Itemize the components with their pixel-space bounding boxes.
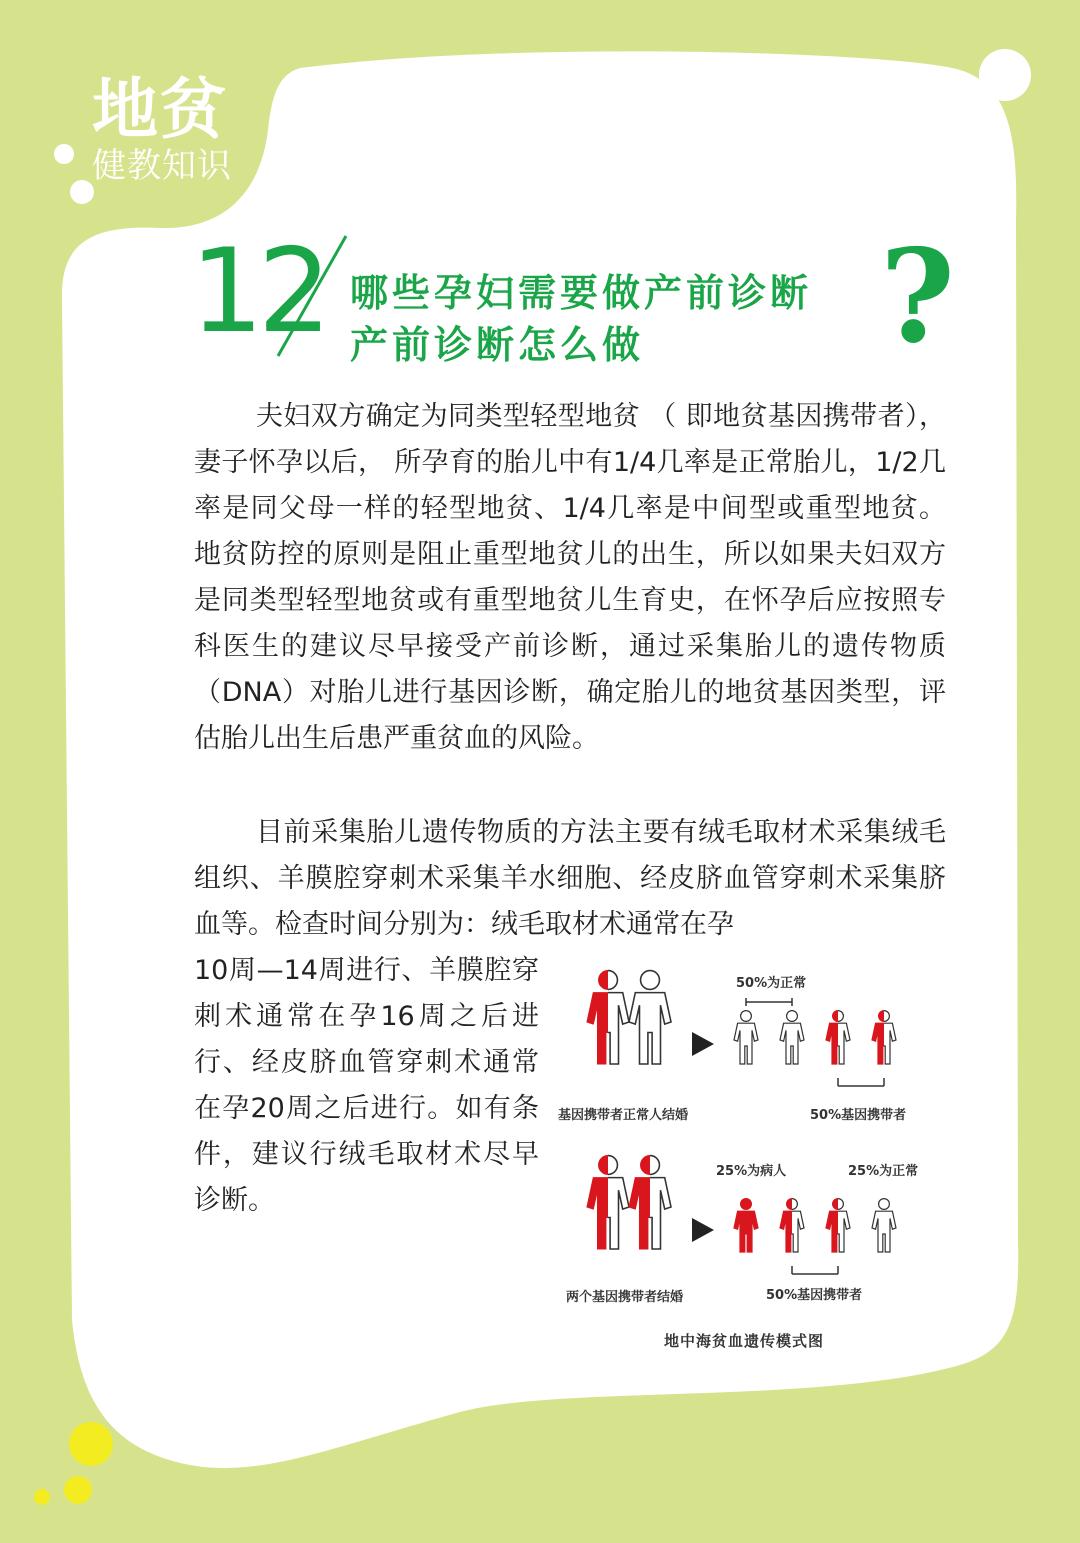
yellow-dot-small [34, 1489, 50, 1505]
bracket-bottom-carrier [792, 1266, 838, 1274]
child-carrier-2 [872, 1011, 896, 1064]
caption-bottom-right: 50%基因携带者 [766, 1288, 863, 1303]
parent-carrier-top [587, 971, 629, 1064]
caption-top-left: 基因携带者正常人结婚 [558, 1108, 689, 1123]
child-carrier-3 [780, 1199, 804, 1252]
question-mark-icon: ? [880, 222, 955, 372]
diagram-title: 地中海贫血遗传模式图 [664, 1332, 825, 1350]
child-normal-3 [872, 1199, 896, 1252]
arrow-icon-top [692, 1032, 714, 1056]
section-number: 12 [190, 224, 326, 359]
brand-title: 地贫 [92, 71, 228, 148]
yellow-dot-medium [64, 1476, 92, 1504]
slash-divider [260, 232, 350, 362]
label-top-normal: 50%为正常 [736, 976, 807, 991]
child-carrier-1 [826, 1011, 850, 1064]
child-normal-1 [734, 1011, 758, 1064]
child-normal-2 [780, 1011, 804, 1064]
inheritance-diagram [550, 960, 930, 1360]
heading-line-1: 哪些孕妇需要做产前诊断 [350, 271, 813, 315]
paragraph-1: 夫妇双方确定为同类型轻型地贫 （ 即地贫基因携带者），妻子怀孕以后， 所孕育的胎儿中有1/4几率是正常胎儿，1/2几率是同父母一样的轻型地贫、1/4几率是中间型或重型地贫。 地贫防控的原则是阻止重型地贫儿的出生，所以如果夫妇双方是同类型轻型地贫或有重型地贫儿生育史，在怀孕后应按照专科医生的建议尽早接受产前诊断，通过采集胎儿的遗传物质（DNA）对胎儿进行基因诊断，确定胎儿的地贫基因类型，评估胎儿出生后患严重贫血的风险。 [194, 401, 946, 754]
arrow-icon-bottom [692, 1218, 714, 1242]
white-dot-top-right [979, 49, 1031, 101]
bracket-top-normal [746, 998, 792, 1006]
brand-subtitle: 健教知识 [92, 146, 232, 186]
child-carrier-4 [826, 1199, 850, 1252]
yellow-dot-large [69, 1422, 113, 1466]
caption-bottom-left: 两个基因携带者结婚 [566, 1290, 684, 1305]
heading-line-2: 产前诊断怎么做 [350, 323, 645, 367]
parent-carrier-bottom-1 [587, 1156, 629, 1249]
paragraph-2: 目前采集胎儿遗传物质的方法主要有绒毛取材术采集绒毛组织、羊膜腔穿刺术采集羊水细胞、经皮脐血管穿刺术采集脐血等。检查时间分别为：绒毛取材术通常在孕 [194, 817, 946, 940]
child-sick [734, 1199, 758, 1252]
bracket-top-carrier [838, 1078, 884, 1086]
caption-top-right: 50%基因携带者 [810, 1108, 907, 1123]
label-bottom-sick: 25%为病人 [716, 1164, 787, 1179]
parent-normal-top [629, 971, 671, 1064]
brand-block [92, 72, 232, 186]
parent-carrier-bottom-2 [629, 1156, 671, 1249]
white-dot-small-2 [70, 180, 94, 204]
paragraph-3: 10周—14周进行、羊膜腔穿刺术通常在孕16周之后进行、经皮脐血管穿刺术通常在孕20周之后进行。如有条件，建议行绒毛取材术尽早诊断。 [194, 955, 539, 1216]
white-dot-small-1 [54, 144, 74, 164]
section-heading [190, 222, 960, 372]
label-bottom-normal: 25%为正常 [848, 1164, 919, 1179]
